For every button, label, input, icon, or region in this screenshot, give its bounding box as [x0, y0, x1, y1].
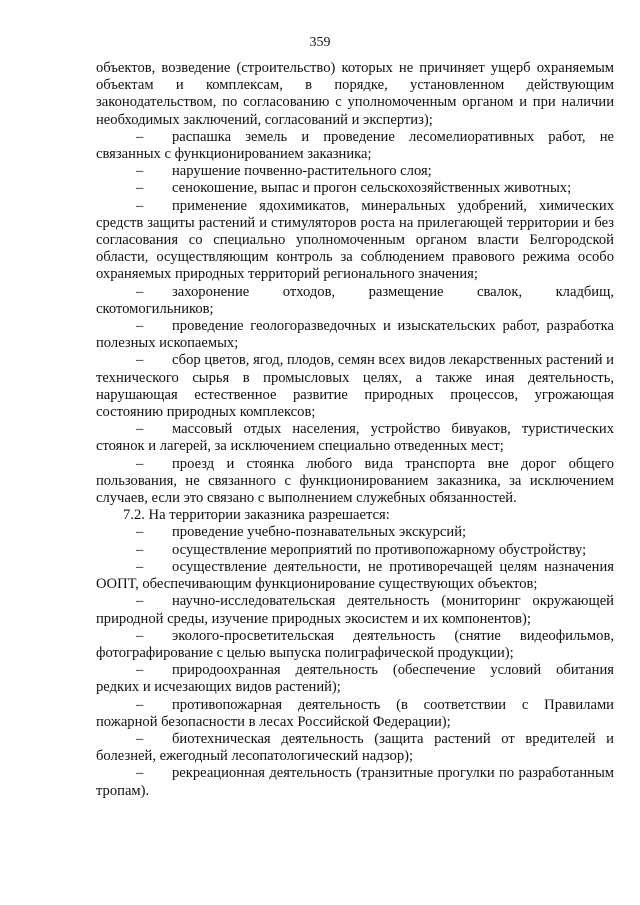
list-item-text: осуществление деятельности, не противоречащей целям назначения ООПТ, обеспечивающим функционирование существующих объектов;	[96, 558, 614, 593]
dash-bullet: –	[136, 455, 144, 472]
list-item-text: научно-исследовательская деятельность (мониторинг окружающей природной среды, изучение природных экосистем и их компонентов);	[96, 593, 614, 627]
list-item	[96, 662, 614, 696]
dash-bullet: –	[136, 696, 144, 713]
section-heading-text: 7.2. На территории заказника разрешается:	[123, 507, 390, 524]
dash-bullet: –	[136, 421, 144, 438]
paragraph-continuation	[96, 60, 614, 129]
dash-bullet: –	[136, 627, 144, 644]
dash-bullet: –	[136, 163, 144, 180]
dash-bullet: –	[136, 558, 144, 575]
list-item-text: осуществление мероприятий по противопожарному обустройству;	[172, 541, 587, 558]
dash-bullet: –	[136, 765, 144, 782]
dash-bullet: –	[136, 730, 144, 747]
list-item	[96, 731, 614, 765]
dash-bullet: –	[136, 318, 144, 335]
dash-bullet: –	[136, 524, 144, 541]
list-item-text: проезд и стоянка любого вида транспорта вне дорог общего пользования, не связанного с функционированием заказника, за исключением случаев, если это связано с выполнением служебных обязанностей.	[96, 455, 614, 507]
list-item-text: распашка земель и проведение лесомелиоративных работ, не связанных с функционированием заказника;	[96, 128, 614, 163]
list-item-text: сенокошение, выпас и прогон сельскохозяйственных животных;	[172, 180, 572, 197]
dash-bullet: –	[136, 180, 144, 197]
list-item	[96, 421, 614, 455]
list-item-text: сбор цветов, ягод, плодов, семян всех видов лекарственных растений и технического сырья в промысловых целях, а также иная деятельность, нарушающая естественное развитие природных процессов, угрожающая состоянию природных комплексов;	[96, 352, 614, 421]
list-item-text: природоохранная деятельность (обеспечение условий обитания редких и исчезающих видов растений);	[96, 662, 614, 696]
list-item-text: проведение геологоразведочных и изыскательских работ, разработка полезных ископаемых;	[96, 318, 614, 352]
dash-bullet: –	[136, 352, 144, 369]
list-item-text: противопожарная деятельность (в соответствии с Правилами пожарной безопасности в лесах Российской Федерации);	[96, 696, 614, 730]
list-item	[96, 163, 614, 180]
list-item-text: нарушение почвенно-растительного слоя;	[172, 163, 432, 180]
dash-bullet: –	[136, 283, 144, 300]
list-item-text: применение ядохимикатов, минеральных удобрений, химических средств защиты растений и стимуляторов роста на прилегающей территории и без согласования со специально уполномоченным органом власти Белгородской области, осуществляющим контроль за соблюдением правового режима особо охраняемых природных территорий регионального значения;	[96, 197, 614, 283]
dash-bullet: –	[136, 197, 144, 214]
list-item	[96, 697, 614, 731]
list-item	[96, 593, 614, 627]
list-item	[96, 318, 614, 352]
list-item-text: массовый отдых населения, устройство бивуаков, туристических стоянок и лагерей, за исключением специально отведенных мест;	[96, 421, 614, 455]
list-item	[96, 456, 614, 508]
list-item-text: рекреационная деятельность (транзитные прогулки по разработанным тропам).	[96, 765, 614, 799]
paragraph-text: объектов, возведение (строительство) которых не причиняет ущерб охраняемым объектам и комплексам, в порядке, установленном действующим законодательством, по согласованию с уполномоченным органом и при наличии необходимых заключений, согласований и экспертиз);	[96, 60, 614, 128]
list-item-text: захоронение отходов, размещение свалок, кладбищ, скотомогильников;	[96, 283, 614, 317]
list-item	[96, 524, 614, 541]
dash-bullet: –	[136, 593, 144, 610]
list-item-text: проведение учебно-познавательных экскурсий;	[172, 524, 467, 541]
list-item	[96, 765, 614, 799]
dash-bullet: –	[136, 128, 144, 145]
list-item	[96, 542, 614, 559]
list-item	[96, 559, 614, 593]
list-item	[96, 628, 614, 662]
list-item	[96, 352, 614, 421]
dash-bullet: –	[136, 541, 144, 558]
list-item	[96, 198, 614, 284]
list-item	[96, 284, 614, 318]
page-number: 359	[309, 35, 331, 50]
list-item-text: биотехническая деятельность (защита растений от вредителей и болезней, ежегодный лесопатологический надзор);	[96, 730, 614, 765]
section-heading	[96, 507, 614, 524]
list-item	[96, 129, 614, 163]
list-item	[96, 180, 614, 197]
document-body	[96, 60, 614, 800]
dash-bullet: –	[136, 662, 144, 679]
list-item-text: эколого-просветительская деятельность (снятие видеофильмов, фотографирование с целью выпуска полиграфической продукции);	[96, 627, 614, 661]
